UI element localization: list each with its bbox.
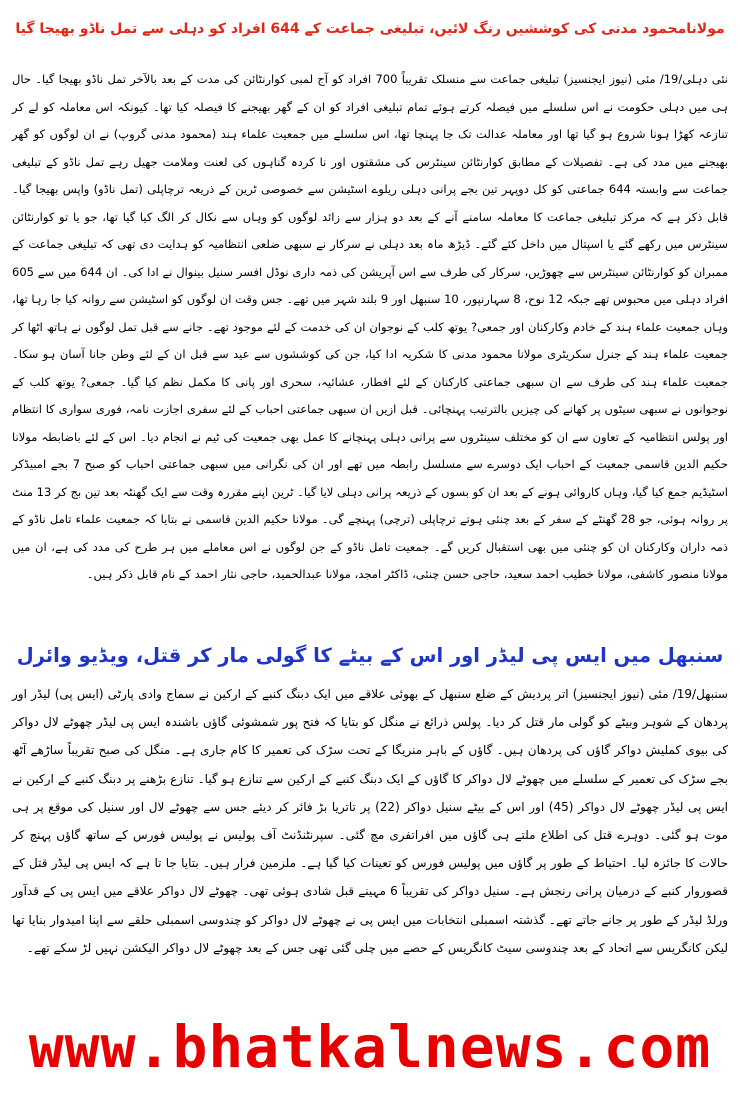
headline-tablighi-jamaat: مولانامحمود مدنی کی کوششیں رنگ لائیں، تبلیغی جماعت کے 644 افراد کو دہلی سے تمل ناڈو بھیجا گیا — [15, 21, 725, 37]
article-body: نئی دہلی/19/ مئی (نیوز ایجنسیز) تبلیغی جماعت سے منسلک تقریباً 700 افراد کو آج لمبی کوارنٹائن کی مدت کے بعد بالآخر تمل ناڈو بھیجا گیا۔ حال ہی میں دہلی حکومت نے اس سلسلے میں فیصلہ کرتے ہوئے تمام تبلیغی افراد کو ان کے گھر بھیجنے کا فیصلہ کیا تھا۔ کیونکہ اس معاملہ کو لے کر تنازعہ کھڑا ہونا شروع ہو گیا تھا اور معاملہ عدالت تک جا پہنچا تھا، اس سلسلے میں جمعیت علماء ہند (محمود مدنی گروپ) نے ان لوگوں کو گھر بھیجنے میں مدد کی ہے۔ تفصیلات کے مطابق کوارنٹائن سینٹرس کی مشقتوں اور نا کردہ گناہوں کی لعنت وملامت جھیل رہے تمل ناڈو کے تبلیغی جماعت سے وابستہ 644 جماعتی کو کل دوپہر تین بجے پرانی دہلی ریلوے اسٹیشن سے خصوصی ٹرین کے ذریعہ ترچاپلی (تمل ناڈو) واپس بھیجا گیا۔ قابل ذکر ہے کہ مرکز تبلیغی جماعت کا معاملہ سامنے آنے کے بعد دو ہزار سے زائد لوگوں کو وہاں سے نکال کر الگ کیا گیا تھا، جو یا تو کوارنٹائن سینٹرس میں رکھے گئے یا اسپتال میں داخل کئے گئے۔ ڈیڑھ ماہ بعد دہلی نے سرکار نے سبھی ضلعی انتظامیہ کو ہدایت دی تھی کہ تبلیغی جماعت کے ممبران کو کوارنٹائن سینٹرس سے چھوڑیں، سرکار کی طرف سے اس آپریشن کی ذمہ داری نوڈل افسر سنیل بینوال نے ادا کی۔ ان 644 میں سے 605 افراد دہلی میں محبوس تھے جبکہ 12 نوح، 8 سہارنپور، 10 سنبھل اور 9 بلند شہر میں تھے۔ جس وقت ان لوگوں کو اسٹیشن سے روانہ کیا جا رہا تھا، وہاں جمعیت علماء ہند کے خادم وکارکنان اور جمعی? یوتھ کلب کے نوجوان ان کی خدمت کے لئے موجود تھے۔ جانے سے قبل تمل لوگوں نے ہاتھ اٹھا کر جمعیت علماء ہند کے جنرل سکریٹری مولانا محمود مدنی کا شکریہ ادا کیا، جن کی کوششوں سے عید سے قبل ان کے لئے وطن جانا آسان ہو سکا۔ جمعیت علماء ہند کی طرف سے ان سبھی جماعتی کارکنان کے لئے افطار، عشائیہ، سحری اور پانی کا مکمل نظم کیا گیا۔ جمعی? یوتھ کلب کے نوجوانوں نے سبھی سیٹوں پر کھانے کی چیزیں بالترتیب پہنچائی۔ قبل ازیں ان سبھی جماعتی احباب کے لئے سفری اجازت نامہ، فوری سواری کا انتظام اور پولس انتظامیہ کے تعاون سے ان کو مختلف سینٹروں سے پرانی دہلی پہنچانے کا عمل بھی جمعیت کی ٹیم نے انجام دیا۔ اس کے لئے باضابطہ مولانا حکیم الدین قاسمی جمعیت کے احباب ایک دوسرے سے مسلسل رابطہ میں تھے اور ان کی نگرانی میں سبھی جماعتی احباب کو صبح 7 بجے امبیڈکر اسٹیڈیم جمع کیا گیا، وہاں کاروائی ہونے کے بعد ان کو بسوں کے ذریعہ پرانی دہلی لایا گیا۔ ٹرین اپنے مقررہ وقت سے ایک گھنٹہ بعد تین بج کر 13 منٹ پر روانہ ہوئی، جو 28 گھنٹے کے سفر کے بعد چنئی ہوتے ترچاپلی (ترچی) پہنچے گی۔ مولانا حکیم الدین قاسمی نے بتایا کہ جمعیت علماء تامل ناڈو کے ذمہ داران وکارکنان ان کو چنئی میں بھی استقبال کریں گے۔ جمعیت تامل ناڈو کے جن لوگوں نے اس معاملے میں ہر طرح کی مدد کی ہے، ان میں مولانا منصور کاشفی، مولانا خطیب احمد سعید، حاجی حسن چنئی، ڈاکٹر امجد، مولانا عبدالحمید، حاجی نثار احمد کے نام قابل ذکر ہیں۔ — [12, 72, 729, 581]
article-body: سنبھل/19/ مئی (نیوز ایجنسیز) اتر پردیش کے ضلع سنبھل کے بھوئی علاقے میں ایک دبنگ کنبے کے ارکین نے سماج وادی پارٹی (ایس پی) لیڈر اور پردھان کے شوہر وبیٹے کو گولی مار قتل کر دیا۔ پولس ذرائع نے منگل کو بتایا کہ فتح پور شمشوئی گاؤں باشندہ ایس پی لیڈر چھوٹے لال دواکر کی بیوی کملیش دواکر گاؤں کی پردھان ہیں۔ گاؤں کے باہر منریگا کے تحت سڑک کی تعمیر کا کام جاری ہے۔ منگل کی صبح تقریباً ساڑھے آٹھ بجے سڑک کی تعمیر کے سلسلے میں چھوٹے لال دواکر کا گاؤں کے ایک دبنگ کنبے کے ارکین سے تنازع ہو گیا۔ تنازع بڑھنے پر دبنگ کنبے کے ارکین نے ایس پی لیڈر چھوٹے لال دواکر (45) اور اس کے بیٹے سنیل دواکر (22) پر تاتریا بڑ فائر کر دیئے جس سے چھوٹے لال اور سنیل کی موقع پر ہی موت ہو گئی۔ دوہرے قتل کی اطلاع ملتے ہی گاؤں میں افراتفری مچ گئی۔ سپرنٹنڈنٹ آف پولیس نے پولیس فورس کے ساتھ گاؤں پہنچ کر حالات کا جائزہ لیا۔ احتیاط کے طور پر گاؤں میں پولیس فورس کو تعینات کیا گیا ہے۔ ملزمین فرار ہیں۔ بتایا جا تا ہے کہ ایس پی لیڈر قتل کے قصوروار کنبے کے درمیان پرانی رنجش ہے۔ سنیل دواکر کی تقریباً 6 مہینے قبل شادی ہوئی تھی۔ چھوٹے لال دواکر علاقے میں ایس پی کے قدآور ورلڈ لیڈر کے طور پر جانے جاتے تھے۔ گذشتہ اسمبلی انتخابات میں ایس پی نے چھوٹے لال دواکر کو چندوسی اسمبلی حلقے سے اپنا امیدوار بنایا تھا لیکن کانگریس سے اتحاد کے بعد چندوسی سیٹ کانگریس کے حصے میں چلی گئی تھی جس کے بعد چھوٹے لال دواکر الیکشن نہیں لڑ سکے تھے۔ — [12, 687, 729, 955]
headline-sambhal-murder: سنبھل میں ایس پی لیڈر اور اس کے بیٹے کا گولی مار کر قتل، ویڈیو وائرل — [16, 644, 724, 667]
site-url-footer: www.bhatkalnews.com — [28, 1013, 712, 1081]
article-sambhal-murder — [12, 680, 728, 962]
article-tablighi-jamaat — [12, 66, 728, 589]
